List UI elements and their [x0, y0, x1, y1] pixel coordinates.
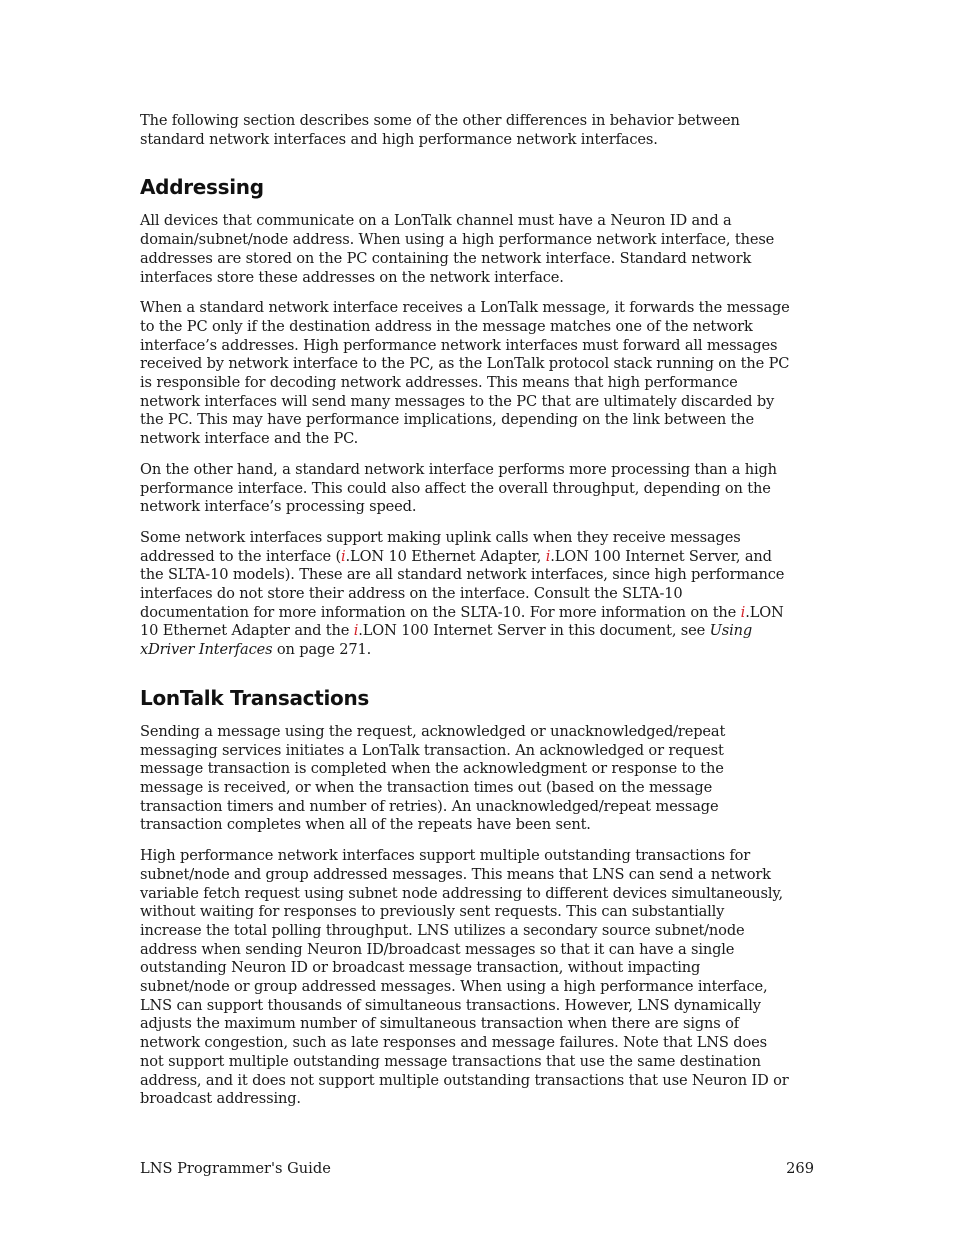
footer-title: LNS Programmer's Guide — [140, 1160, 331, 1177]
intro-paragraph: The following section describes some of the other differences in behavior between standard network interfaces and high performance network interfaces. — [140, 112, 740, 148]
addressing-paragraph-3: On the other hand, a standard network interface performs more processing than a high performance interface. This could also affect the overall throughput, depending on the network interface’s processing speed. — [140, 460, 777, 516]
text-run: Some network interfaces support making uplink calls when they receive messages addressed to the interface ( — [140, 528, 741, 565]
text-run: .LON 100 Internet Server in this document, see — [358, 622, 710, 640]
page-body — [140, 112, 790, 1121]
text-run: .LON 10 Ethernet Adapter and the — [140, 603, 784, 640]
addressing-paragraph-4 — [140, 529, 790, 660]
text-run: .LON 10 Ethernet Adapter, — [345, 547, 546, 565]
transactions-paragraph-2: High performance network interfaces support multiple outstanding transactions for subnet/node and group addressed messages. This means that LNS can send a network variable fetch request using subnet node addressing to different devices simultaneously, without waiting for responses to previously sent requests. This can substantially increase the total polling throughput. LNS utilizes a secondary source subnet/node address when sending Neuron ID/broadcast messages so that it can have a single outstanding Neuron ID or broadcast message transaction, without impacting subnet/node or group addressed messages. When using a high performance interface, LNS can support thousands of simultaneous transactions. However, LNS dynamically adjusts the maximum number of simultaneous transaction when there are signs of network congestion, such as late responses and message failures. Note that LNS does not support multiple outstanding message transactions that use the same destination address, and it does not support multiple outstanding transactions that use Neuron ID or broadcast addressing. — [140, 847, 789, 1108]
ilon-i-mark: i — [545, 547, 551, 565]
cross-reference-link[interactable]: Using xDriver Interfaces — [140, 622, 753, 659]
addressing-paragraph-1: All devices that communicate on a LonTalk channel must have a Neuron ID and a domain/subnet/node address. When using a high performance network interface, these addresses are stored on the PC containing the network interface. Standard network interfaces store these addresses on the network interface. — [140, 212, 775, 286]
addressing-paragraph-2: When a standard network interface receives a LonTalk message, it forwards the message to the PC only if the destination address in the message matches one of the network interface’s addresses. High performance network interfaces must forward all messages received by network interface to the PC, as the LonTalk protocol stack running on the PC is responsible for decoding network addresses. This means that high performance network interfaces will send many messages to the PC that are ultimately discarded by the PC. This may have performance implications, depending on the link between the network interface and the PC. — [140, 299, 790, 448]
ilon-i-mark: i — [740, 603, 746, 621]
footer-page-number: 269 — [786, 1160, 814, 1177]
text-run: .LON 100 Internet Server, and the SLTA-10 models). These are all standard network interfaces, since high performance interfaces do not store their address on the interface. Consult the SLTA-10 documentation for more information on the SLTA-10. For more information on the — [140, 547, 785, 621]
ilon-i-mark: i — [341, 547, 346, 565]
transactions-paragraph-1: Sending a message using the request, acknowledged or unacknowledged/repeat messaging services initiates a LonTalk transaction. An acknowledged or request message transaction is completed when the acknowledgment or response to the message is received, or when the transaction times out (based on the message transaction timers and number of retries). An unacknowledged/repeat message transaction completes when all of the repeats have been sent. — [140, 722, 726, 834]
addressing-heading: Addressing — [140, 175, 264, 200]
ilon-i-mark: i — [353, 622, 359, 640]
text-run: on page 271. — [272, 641, 372, 659]
lontalk-transactions-heading: LonTalk Transactions — [140, 685, 370, 710]
